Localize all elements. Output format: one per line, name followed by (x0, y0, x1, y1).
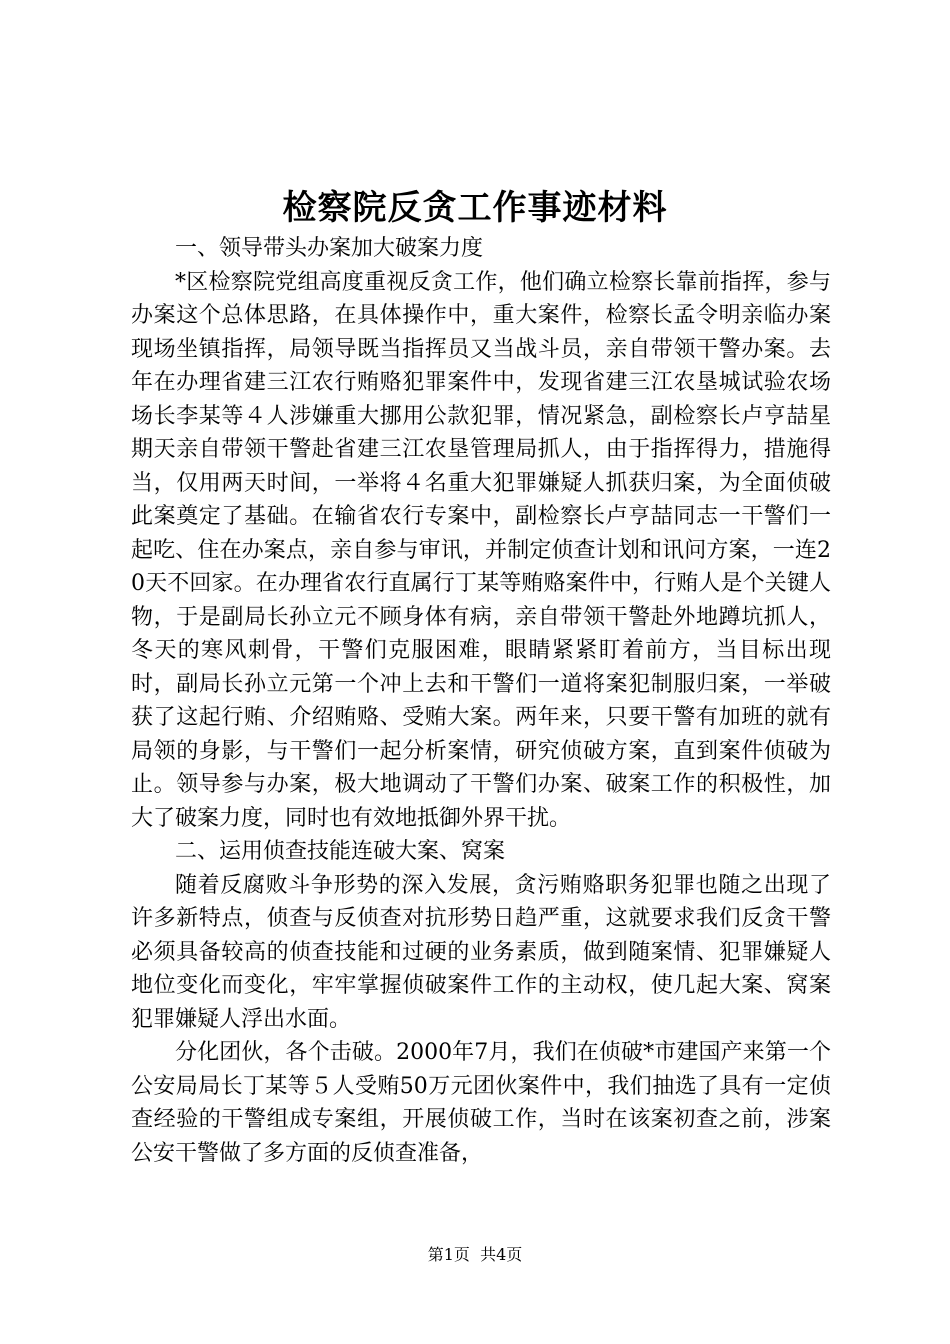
body-paragraph-1: *区检察院党组高度重视反贪工作，他们确立检察长靠前指挥，参与办案这个总体思路，在具体操作中，重大案件，检察长孟令明亲临办案现场坐镇指挥，局领导既当指挥员又当战斗员，亲自带领干警办案。去年在办理省建三江农行贿赂犯罪案件中，发现省建三江农垦城试验农场场长李某等４人涉嫌重大挪用公款犯罪，情况紧急，副检察长卢亨喆星期天亲自带领干警赴省建三江农垦管理局抓人，由于指挥得力，措施得当，仅用两天时间，一举将４名重大犯罪嫌疑人抓获归案，为全面侦破此案奠定了基础。在输省农行专案中，副检察长卢亨喆同志一干警们一起吃、住在办案点，亲自参与审讯，并制定侦查计划和讯问方案，一连20天不回家。在办理省农行直属行丁某等贿赂案件中，行贿人是个关键人物，于是副局长孙立元不顾身体有病，亲自带领干警赴外地蹲坑抓人，冬天的寒风刺骨，干警们克服困难，眼睛紧紧盯着前方，当目标出现时，副局长孙立元第一个冲上去和干警们一道将案犯制服归案，一举破获了这起行贿、介绍贿赂、受贿大案。两年来，只要干警有加班的就有局领的身影，与干警们一起分析案情，研究侦破方案，直到案件侦破为止。领导参与办案，极大地调动了干警们办案、破案工作的积极性，加大了破案力度，同时也有效地抵御外界干扰。 (131, 269, 831, 831)
section-heading-1: 一、领导带头办案加大破案力度 (175, 236, 484, 261)
page-number: 第1页 (427, 1245, 470, 1264)
document-body (131, 232, 831, 1170)
page-footer (0, 1244, 950, 1266)
body-paragraph-3: 分化团伙，各个击破。2000年7月，我们在侦破*市建国产来第一个公安局局长丁某等５人受贿50万元团伙案件中，我们抽选了具有一定侦查经验的干警组成专案组，开展侦破工作，当时在该案初查之前，涉案公安干警做了多方面的反侦查准备， (131, 1040, 831, 1166)
body-paragraph-2: 随着反腐败斗争形势的深入发展，贪污贿赂职务犯罪也随之出现了许多新特点，侦查与反侦查对抗形势日趋严重，这就要求我们反贪干警必须具备较高的侦查技能和过硬的业务素质，做到随案情、犯罪嫌疑人地位变化而变化，牢牢掌握侦破案件工作的主动权，使几起大案、窝案犯罪嫌疑人浮出水面。 (131, 872, 831, 1032)
page-total: 共4页 (480, 1245, 523, 1264)
document-title: 检察院反贪工作事迹材料 (282, 188, 668, 228)
section-heading-2: 二、运用侦查技能连破大案、窝案 (175, 839, 506, 864)
